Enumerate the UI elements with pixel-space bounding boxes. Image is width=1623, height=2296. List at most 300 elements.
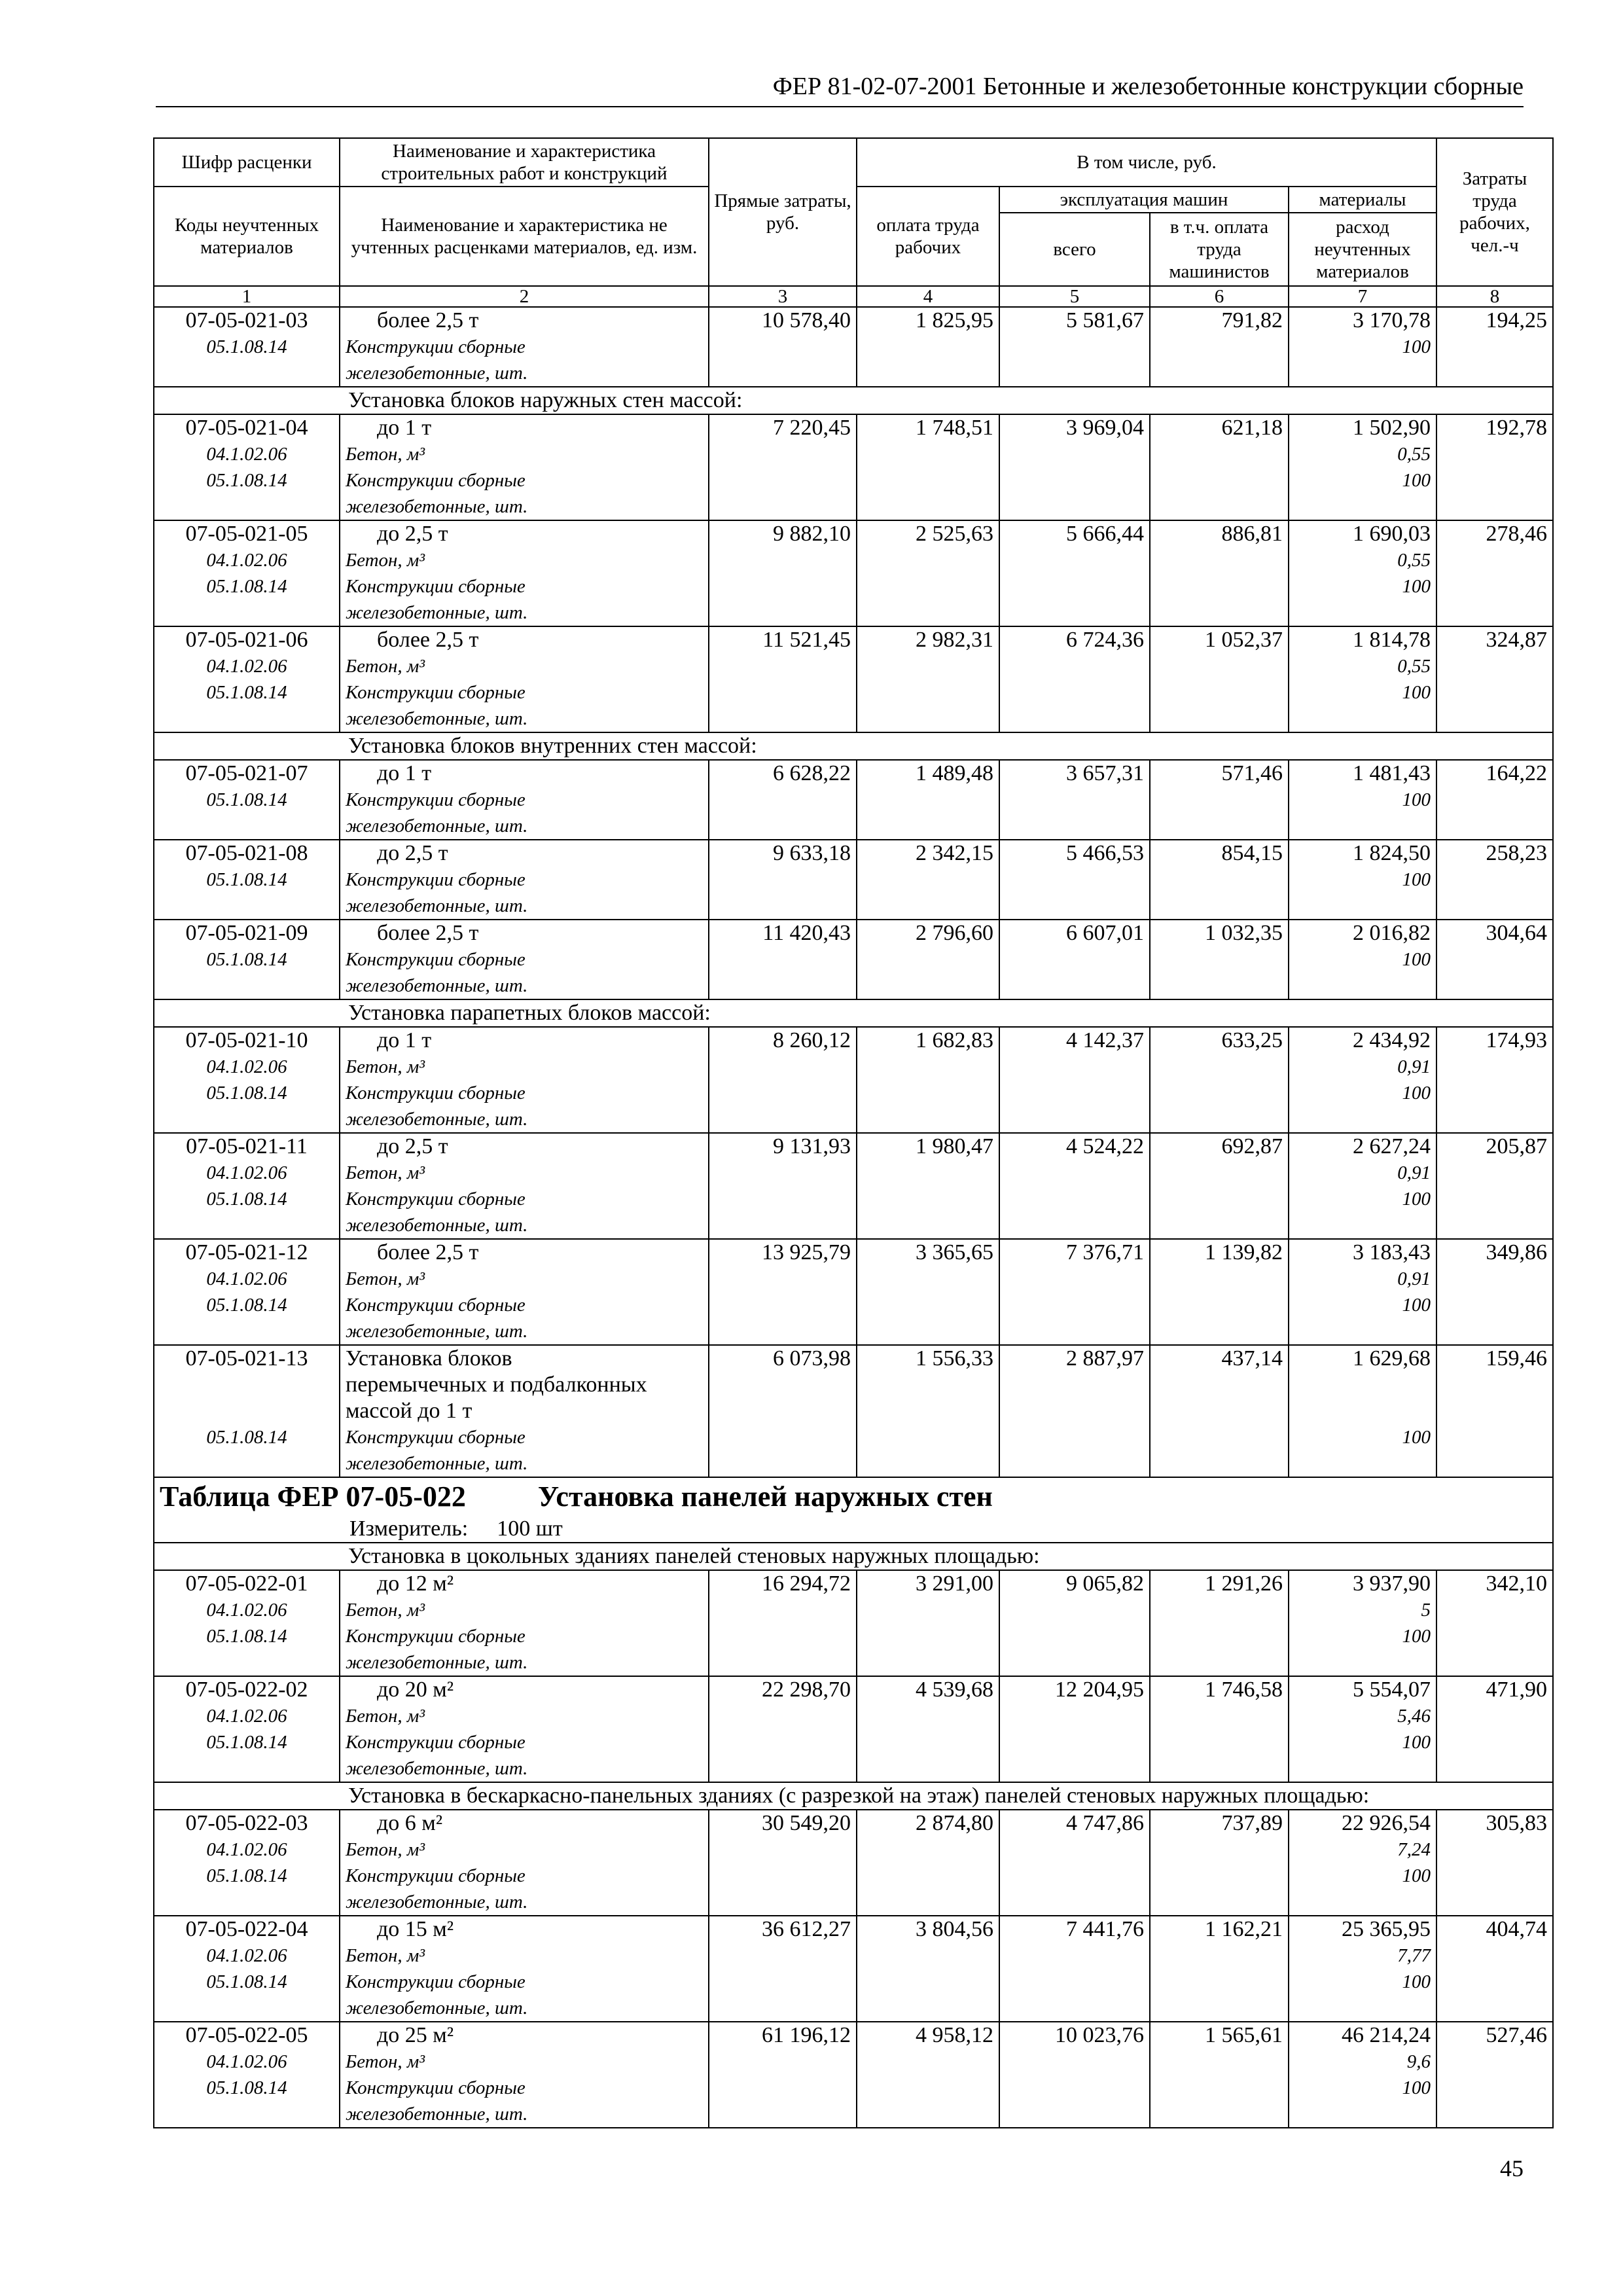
direct-cost: 11 420,43	[709, 920, 857, 999]
materials-cell	[1289, 1239, 1436, 1345]
machines-cost: 7 376,71	[999, 1239, 1150, 1345]
rate-code: 07-05-021-12	[185, 1240, 308, 1265]
rate-name-line: Установка блоков	[346, 1346, 512, 1371]
materials-cell	[1289, 307, 1436, 387]
rate-name-cell	[340, 760, 709, 840]
material-code: 04.1.02.06	[206, 1839, 287, 1860]
spacer	[1294, 1372, 1431, 1398]
direct-cost: 16 294,72	[709, 1570, 857, 1676]
rate-name-cell	[340, 1239, 709, 1345]
machinists-wages: 1 032,35	[1150, 920, 1289, 999]
direct-cost: 9 633,18	[709, 840, 857, 920]
rate-row	[154, 307, 1553, 387]
material-name: Конструкции сборные	[346, 682, 526, 703]
spacer	[160, 1995, 334, 2021]
rate-code-cell	[154, 1239, 340, 1345]
spacer	[1294, 360, 1431, 386]
materials-cell	[1289, 760, 1436, 840]
material-codes	[160, 1597, 334, 1676]
machines-cost: 4 142,37	[999, 1027, 1150, 1133]
material-codes	[160, 1266, 334, 1344]
material-qty: 0,55	[1397, 550, 1431, 571]
rate-name: до 12 м²	[377, 1571, 454, 1596]
rate-name-cell	[340, 1916, 709, 2022]
material-name-cont: железобетонные, шт.	[346, 1892, 528, 1912]
rate-name-cell	[340, 626, 709, 732]
material-qty: 7,24	[1397, 1839, 1431, 1860]
spacer	[160, 2101, 334, 2127]
measure-label: Измеритель:	[349, 1516, 469, 1541]
material-quantities	[1294, 946, 1431, 999]
col-code-header: Шифр расценки	[154, 138, 340, 187]
machinists-wages: 1 746,58	[1150, 1676, 1289, 1782]
spacer	[160, 706, 334, 732]
machines-cost: 2 887,97	[999, 1345, 1150, 1477]
spacer	[160, 1212, 334, 1238]
spacer	[160, 1755, 334, 1782]
rate-code-cell	[154, 307, 340, 387]
labor-cost: 192,78	[1436, 414, 1553, 520]
material-qty: 100	[1402, 1427, 1431, 1448]
machinists-wages: 886,81	[1150, 520, 1289, 626]
rate-name-cell	[340, 1570, 709, 1676]
rate-name: до 2,5 т	[377, 522, 448, 546]
rate-row	[154, 1676, 1553, 1782]
material-codes	[160, 653, 334, 732]
wages-cost: 3 291,00	[857, 1570, 999, 1676]
material-name-cont: железобетонные, шт.	[346, 1109, 528, 1130]
spacer	[1294, 1106, 1431, 1132]
labor-cost: 205,87	[1436, 1133, 1553, 1239]
wages-cost: 4 958,12	[857, 2022, 999, 2128]
material-code: 05.1.08.14	[206, 1189, 287, 1210]
rate-name: до 20 м²	[377, 1677, 454, 1702]
rate-row	[154, 626, 1553, 732]
materials-cell	[1289, 1570, 1436, 1676]
labor-cost: 278,46	[1436, 520, 1553, 626]
labor-cost: 174,93	[1436, 1027, 1553, 1133]
material-code: 04.1.02.06	[206, 1162, 287, 1183]
rate-code: 07-05-021-07	[185, 761, 308, 785]
section-heading: Установка в бескаркасно-панельных зданиях (с разрезкой на этаж) панелей стеновых наружных площадью:	[154, 1782, 1553, 1810]
rate-row	[154, 920, 1553, 999]
material-qty: 100	[1402, 1083, 1431, 1103]
col-machines-header: эксплуатация машин	[999, 187, 1289, 213]
machinists-wages: 854,15	[1150, 840, 1289, 920]
rate-code: 07-05-021-10	[185, 1028, 308, 1052]
material-code: 05.1.08.14	[206, 1732, 287, 1753]
direct-cost: 10 578,40	[709, 307, 857, 387]
rate-name: более 2,5 т	[377, 921, 479, 945]
materials-cost: 3 170,78	[1353, 308, 1431, 332]
machinists-wages: 437,14	[1150, 1345, 1289, 1477]
rate-name-cell	[340, 840, 709, 920]
rate-name: до 2,5 т	[377, 1134, 448, 1158]
material-code: 04.1.02.06	[206, 444, 287, 465]
material-name: Бетон, м³	[346, 1056, 425, 1077]
material-name-cont: железобетонные, шт.	[346, 1453, 528, 1474]
wages-cost: 1 682,83	[857, 1027, 999, 1133]
material-qty: 0,91	[1397, 1162, 1431, 1183]
materials-cell	[1289, 840, 1436, 920]
material-code: 04.1.02.06	[206, 2051, 287, 2072]
spacer	[1294, 1450, 1431, 1477]
table-title-row	[154, 1477, 1553, 1543]
rate-name-cell	[340, 520, 709, 626]
material-codes	[160, 1943, 334, 2021]
material-name-cont: железобетонные, шт.	[346, 708, 528, 729]
section-heading-row	[154, 387, 1553, 414]
material-qty: 100	[1402, 1732, 1431, 1753]
rate-code-cell	[154, 414, 340, 520]
materials-cost: 22 926,54	[1342, 1811, 1431, 1835]
materials-cell	[1289, 520, 1436, 626]
material-name: Конструкции сборные	[346, 1295, 526, 1316]
material-name-cont: железобетонные, шт.	[346, 496, 528, 517]
rate-row	[154, 1916, 1553, 2022]
material-qty: 0,55	[1397, 656, 1431, 677]
material-codes	[160, 1372, 334, 1477]
col-name-header: Наименование и характеристика строительных работ и конструкций	[340, 138, 709, 187]
wages-cost: 1 489,48	[857, 760, 999, 840]
material-name: Конструкции сборные	[346, 1626, 526, 1647]
material-name-cont: железобетонные, шт.	[346, 2104, 528, 2125]
spacer	[160, 1372, 334, 1398]
section-heading-row	[154, 732, 1553, 760]
spacer	[160, 1106, 334, 1132]
labor-cost: 194,25	[1436, 307, 1553, 387]
section-heading: Установка в цокольных зданиях панелей стеновых наружных площадью:	[154, 1543, 1553, 1570]
material-code: 04.1.02.06	[206, 550, 287, 571]
spacer	[1294, 2101, 1431, 2127]
material-codes	[160, 787, 334, 839]
material-quantities	[1294, 1703, 1431, 1782]
materials-cost: 2 016,82	[1353, 921, 1431, 945]
wages-cost: 3 804,56	[857, 1916, 999, 2022]
material-name: Бетон, м³	[346, 1268, 425, 1289]
wages-cost: 1 748,51	[857, 414, 999, 520]
table-title	[160, 1478, 1547, 1516]
direct-cost: 6 073,98	[709, 1345, 857, 1477]
rate-name: более 2,5 т	[377, 308, 479, 332]
machines-cost: 6 724,36	[999, 626, 1150, 732]
materials-cell	[1289, 1676, 1436, 1782]
spacer	[1294, 1398, 1431, 1424]
direct-cost: 9 882,10	[709, 520, 857, 626]
material-code: 05.1.08.14	[206, 949, 287, 970]
material-name: Бетон, м³	[346, 1162, 425, 1183]
rate-code-cell	[154, 1133, 340, 1239]
spacer	[160, 493, 334, 520]
rate-code-cell	[154, 1916, 340, 2022]
material-code: 05.1.08.14	[206, 1626, 287, 1647]
spacer	[160, 1318, 334, 1344]
material-name: Бетон, м³	[346, 444, 425, 465]
material-code: 05.1.08.14	[206, 1083, 287, 1103]
col-number: 7	[1289, 286, 1436, 307]
direct-cost: 13 925,79	[709, 1239, 857, 1345]
materials-cost: 1 481,43	[1353, 761, 1431, 785]
materials-cost: 3 183,43	[1353, 1240, 1431, 1265]
material-qty: 100	[1402, 869, 1431, 890]
table-title-cell	[154, 1477, 1553, 1543]
material-qty: 100	[1402, 2077, 1431, 2098]
rate-code-cell	[154, 920, 340, 999]
materials-cost: 1 814,78	[1353, 628, 1431, 652]
material-name: Конструкции сборные	[346, 1732, 526, 1753]
material-quantities	[1294, 1266, 1431, 1344]
section-heading: Установка парапетных блоков массой:	[154, 999, 1553, 1027]
material-code: 05.1.08.14	[206, 1427, 287, 1448]
rate-code-cell	[154, 1345, 340, 1477]
material-qty: 100	[1402, 789, 1431, 810]
labor-cost: 164,22	[1436, 760, 1553, 840]
rate-name: до 1 т	[377, 761, 432, 785]
rate-name-cell	[340, 1133, 709, 1239]
material-name: Конструкции сборные	[346, 1083, 526, 1103]
material-qty: 9,6	[1406, 2051, 1431, 2072]
material-quantities	[1294, 334, 1431, 386]
material-qty: 100	[1402, 1626, 1431, 1647]
machines-cost: 4 524,22	[999, 1133, 1150, 1239]
material-name: Бетон, м³	[346, 2051, 425, 2072]
col-number: 8	[1436, 286, 1553, 307]
material-qty: 100	[1402, 576, 1431, 597]
measure	[160, 1516, 1547, 1542]
material-code: 05.1.08.14	[206, 576, 287, 597]
direct-cost: 6 628,22	[709, 760, 857, 840]
machinists-wages: 1 291,26	[1150, 1570, 1289, 1676]
materials-cell	[1289, 920, 1436, 999]
rate-code: 07-05-022-03	[185, 1811, 308, 1835]
material-code: 05.1.08.14	[206, 1865, 287, 1886]
materials-cost: 1 824,50	[1353, 841, 1431, 865]
material-qty: 100	[1402, 1189, 1431, 1210]
rate-name: до 2,5 т	[377, 841, 448, 865]
machinists-wages: 1 052,37	[1150, 626, 1289, 732]
material-quantities	[1294, 2049, 1431, 2127]
material-name-cont: железобетонные, шт.	[346, 1652, 528, 1673]
materials-cell	[1289, 1916, 1436, 2022]
rate-code: 07-05-021-06	[185, 628, 308, 652]
material-name-cont: железобетонные, шт.	[346, 895, 528, 916]
wages-cost: 2 874,80	[857, 1810, 999, 1916]
col-number: 5	[999, 286, 1150, 307]
spacer	[160, 360, 334, 386]
direct-cost: 30 549,20	[709, 1810, 857, 1916]
rate-name: до 15 м²	[377, 1917, 454, 1941]
machines-cost: 3 657,31	[999, 760, 1150, 840]
material-name: Бетон, м³	[346, 1945, 425, 1966]
col-code-subheader: Коды неучтенных материалов	[154, 187, 340, 286]
rate-name-cell	[340, 414, 709, 520]
measure-value: 100 шт	[497, 1516, 563, 1541]
wages-cost: 4 539,68	[857, 1676, 999, 1782]
materials-cell	[1289, 2022, 1436, 2128]
machines-cost: 7 441,76	[999, 1916, 1150, 2022]
rate-name: более 2,5 т	[377, 628, 479, 652]
col-number: 6	[1150, 286, 1289, 307]
rate-code: 07-05-021-08	[185, 841, 308, 865]
rate-code: 07-05-021-04	[185, 416, 308, 440]
rate-row	[154, 2022, 1553, 2128]
col-number: 1	[154, 286, 340, 307]
rate-code: 07-05-021-03	[185, 308, 308, 332]
section-heading: Установка блоков внутренних стен массой:	[154, 732, 1553, 760]
machinists-wages: 1 162,21	[1150, 1916, 1289, 2022]
rate-name-cell	[340, 2022, 709, 2128]
materials-cost: 1 629,68	[1353, 1346, 1431, 1371]
rate-row	[154, 760, 1553, 840]
materials-cell	[1289, 626, 1436, 732]
spacer	[1294, 1755, 1431, 1782]
direct-cost: 22 298,70	[709, 1676, 857, 1782]
rate-code: 07-05-021-05	[185, 522, 308, 546]
material-codes	[160, 867, 334, 919]
rate-row	[154, 1239, 1553, 1345]
spacer	[160, 1649, 334, 1676]
materials-cost: 1 502,90	[1353, 416, 1431, 440]
material-codes	[160, 441, 334, 520]
material-name: Конструкции сборные	[346, 789, 526, 810]
spacer	[1294, 706, 1431, 732]
material-name: Бетон, м³	[346, 656, 425, 677]
rate-row	[154, 1133, 1553, 1239]
rate-code: 07-05-022-04	[185, 1917, 308, 1941]
labor-cost: 159,46	[1436, 1345, 1553, 1477]
section-heading-row	[154, 1543, 1553, 1570]
col-name-subheader: Наименование и характеристика не учтенных расценками материалов, ед. изм.	[340, 187, 709, 286]
material-code: 05.1.08.14	[206, 1971, 287, 1992]
col-materials-header: материалы	[1289, 187, 1436, 213]
spacer	[1294, 893, 1431, 919]
material-name-cont: железобетонные, шт.	[346, 363, 528, 384]
materials-cell	[1289, 1810, 1436, 1916]
labor-cost: 527,46	[1436, 2022, 1553, 2128]
material-name: Бетон, м³	[346, 1600, 425, 1621]
col-direct-header: Прямые затраты, руб.	[709, 138, 857, 286]
material-codes	[160, 547, 334, 626]
rate-row	[154, 1810, 1553, 1916]
material-name: Конструкции сборные	[346, 2077, 526, 2098]
machines-cost: 12 204,95	[999, 1676, 1150, 1782]
rate-code-cell	[154, 1027, 340, 1133]
material-quantities	[1294, 787, 1431, 839]
spacer	[1294, 493, 1431, 520]
machines-cost: 6 607,01	[999, 920, 1150, 999]
material-quantities	[1294, 1054, 1431, 1132]
material-name: Бетон, м³	[346, 550, 425, 571]
material-qty: 100	[1402, 470, 1431, 491]
direct-cost: 8 260,12	[709, 1027, 857, 1133]
material-qty: 100	[1402, 1295, 1431, 1316]
material-codes	[160, 1160, 334, 1238]
materials-cell	[1289, 1027, 1436, 1133]
material-qty: 0,55	[1397, 444, 1431, 465]
document-title: ФЕР 81-02-07-2001 Бетонные и железобетонные конструкции сборные	[772, 73, 1524, 100]
direct-cost: 11 521,45	[709, 626, 857, 732]
rate-name: до 1 т	[377, 416, 432, 440]
material-code: 04.1.02.06	[206, 1945, 287, 1966]
spacer	[160, 973, 334, 999]
material-name: Конструкции сборные	[346, 576, 526, 597]
col-machines-wages-header: в т.ч. оплата труда машинистов	[1150, 213, 1289, 286]
rate-name-cell	[340, 307, 709, 387]
material-code: 04.1.02.06	[206, 656, 287, 677]
material-code: 05.1.08.14	[206, 789, 287, 810]
direct-cost: 36 612,27	[709, 1916, 857, 2022]
spacer	[1294, 1212, 1431, 1238]
labor-cost: 404,74	[1436, 1916, 1553, 2022]
material-qty: 5,46	[1397, 1706, 1431, 1727]
material-code: 05.1.08.14	[206, 869, 287, 890]
wages-cost: 1 980,47	[857, 1133, 999, 1239]
rate-code: 07-05-022-01	[185, 1571, 308, 1596]
rate-code-cell	[154, 760, 340, 840]
material-qty: 5	[1421, 1600, 1431, 1621]
material-name-cont: железобетонные, шт.	[346, 1998, 528, 2018]
col-number: 2	[340, 286, 709, 307]
rate-code-cell	[154, 1676, 340, 1782]
material-name-cont: железобетонные, шт.	[346, 602, 528, 623]
page-number: 45	[1500, 2155, 1524, 2181]
wages-cost: 3 365,65	[857, 1239, 999, 1345]
spacer	[1294, 813, 1431, 839]
spacer	[160, 1889, 334, 1915]
material-name: Конструкции сборные	[346, 1189, 526, 1210]
rate-name: до 1 т	[377, 1028, 432, 1052]
machinists-wages: 692,87	[1150, 1133, 1289, 1239]
spacer	[160, 813, 334, 839]
rate-name-cell	[340, 1810, 709, 1916]
machines-cost: 9 065,82	[999, 1570, 1150, 1676]
material-quantities	[1294, 1372, 1431, 1477]
materials-cost: 3 937,90	[1353, 1571, 1431, 1596]
materials-cost: 25 365,95	[1342, 1917, 1431, 1941]
material-codes	[160, 1703, 334, 1782]
rate-code: 07-05-021-09	[185, 921, 308, 945]
direct-cost: 61 196,12	[709, 2022, 857, 2128]
col-number: 3	[709, 286, 857, 307]
rate-code-cell	[154, 520, 340, 626]
rate-name: до 6 м²	[377, 1811, 443, 1835]
material-qty: 7,77	[1397, 1945, 1431, 1966]
rate-name-cell	[340, 1027, 709, 1133]
header-row-1	[154, 138, 1553, 187]
spacer	[160, 1450, 334, 1477]
material-code: 05.1.08.14	[206, 470, 287, 491]
material-name: Конструкции сборные	[346, 1865, 526, 1886]
direct-cost: 7 220,45	[709, 414, 857, 520]
machinists-wages: 791,82	[1150, 307, 1289, 387]
material-code: 05.1.08.14	[206, 2077, 287, 2098]
materials-cost: 2 627,24	[1353, 1134, 1431, 1158]
rate-row	[154, 1570, 1553, 1676]
rate-name-line: массой до 1 т	[346, 1399, 473, 1423]
material-qty: 100	[1402, 682, 1431, 703]
spacer	[1294, 1889, 1431, 1915]
material-quantities	[1294, 1837, 1431, 1915]
page-header	[156, 73, 1524, 107]
material-codes	[160, 1837, 334, 1915]
wages-cost: 2 342,15	[857, 840, 999, 920]
rate-code-cell	[154, 840, 340, 920]
material-name-cont: железобетонные, шт.	[346, 975, 528, 996]
material-name: Конструкции сборные	[346, 1427, 526, 1448]
rate-row	[154, 520, 1553, 626]
wages-cost: 2 525,63	[857, 520, 999, 626]
material-quantities	[1294, 653, 1431, 732]
